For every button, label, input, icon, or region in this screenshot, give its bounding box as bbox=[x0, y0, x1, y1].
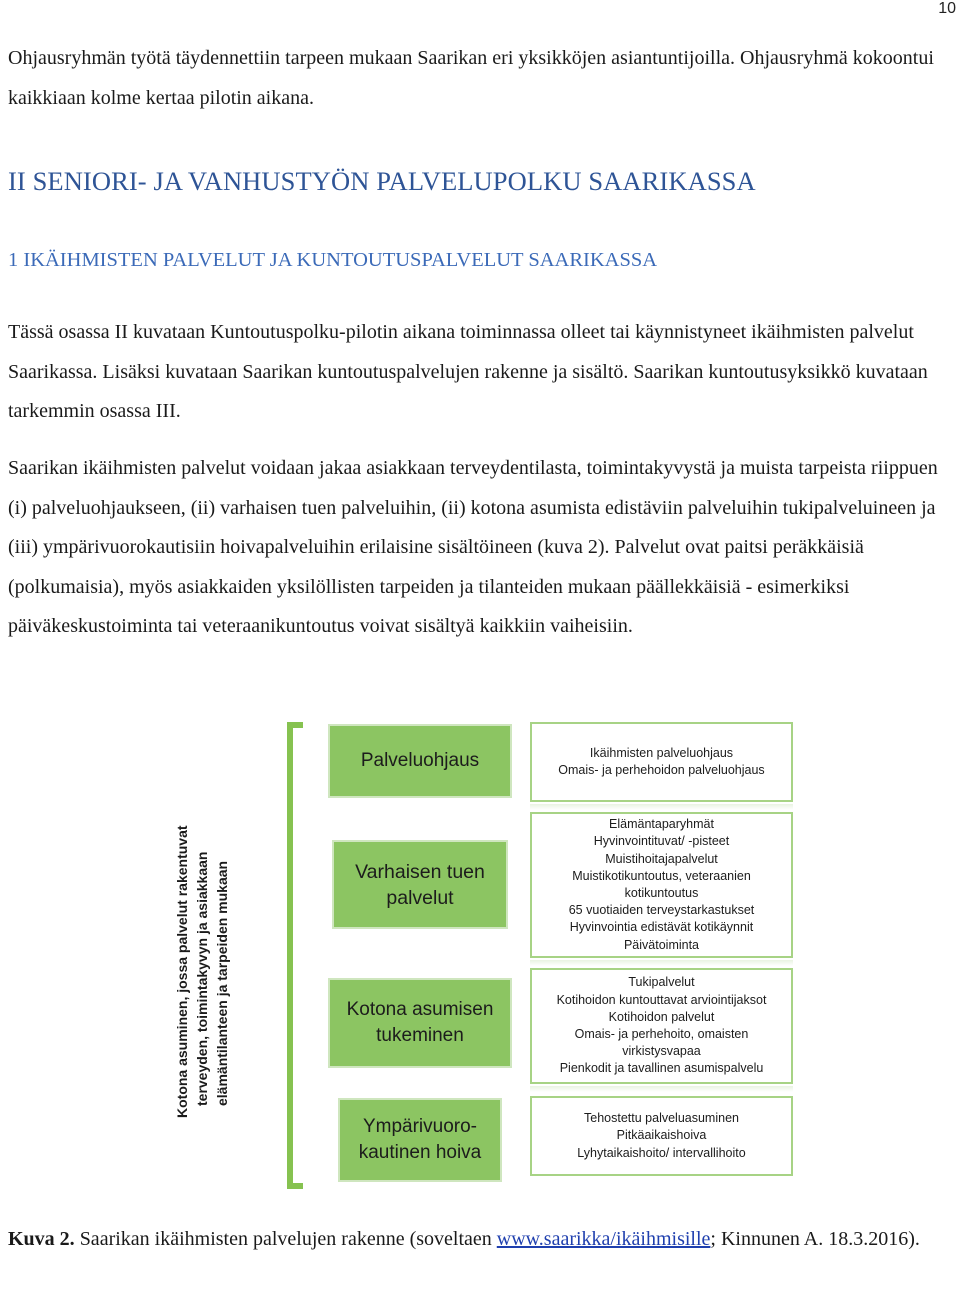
body-paragraph-1: Tässä osassa II kuvataan Kuntoutuspolku-pilotin aikana toiminnassa olleet tai käynnistyneet ikäihmisten palvelut Saarikassa. Lisäksi kuvataan Saarikan kuntoutuspalvelujen rakenne ja sisältö. Saarikan kuntoutusyksikkö kuvataan tarkemmin osassa III. bbox=[8, 321, 928, 422]
list-item: Omais- ja perhehoidon palveluohjaus bbox=[558, 763, 765, 777]
subsection-heading: 1 IKÄIHMISTEN PALVELUT JA KUNTOUTUSPALVELUT SAARIKASSA bbox=[8, 249, 658, 271]
list-item: Pienkodit ja tavallinen asumispalvelu bbox=[559, 1061, 764, 1076]
list-item: Lyhytaikaishoito/ intervallihoito bbox=[577, 1145, 746, 1160]
list-item: Ikäihmisten palveluohjaus bbox=[589, 745, 734, 760]
body-paragraph-2: Saarikan ikäihmisten palvelut voidaan jakaa asiakkaan terveydentilasta, toimintakyvystä ja muista tarpeista riippuen (i) palveluohjaukseen, (ii) varhaisen tuen palveluihin, (ii) kotona asumista edistäviin palveluihin tukipalveluineen ja (iii) ympärivuorokautisiin hoivapalveluihin erilaisine sisältöineen (kuva 2). Palvelut ovat paitsi peräkkäisiä (polkumaisia), myös asiakkaiden yksilöllisten tarpeiden ja tilanteiden mukaan päällekkäisiä - esimerkiksi päiväkeskustoiminta tai veteraanikuntoutus voivat sisältyä kaikkiin vaiheisiin. bbox=[8, 457, 938, 637]
stage-items-palveluohjaus bbox=[530, 722, 793, 802]
stage-box-kotona-asumisen bbox=[330, 980, 510, 1066]
list-item: Hyvinvointia edistävät kotikäynnit bbox=[569, 920, 754, 935]
vertical-label-line-1: Kotona asuminen, jossa palvelut rakentuvat bbox=[174, 825, 190, 1118]
figure-caption bbox=[8, 1220, 953, 1260]
timeline-bracket bbox=[287, 722, 303, 1189]
services-structure-figure bbox=[166, 716, 960, 1188]
stage-title: Palveluohjaus bbox=[360, 750, 480, 771]
list-item: Tehostettu palveluasuminen bbox=[584, 1111, 739, 1126]
vertical-label-line-3: elämäntilanteen ja tarpeiden mukaan bbox=[214, 860, 230, 1106]
stage-title: Kotona asumisen tukeminen bbox=[346, 999, 494, 1046]
vertical-label-line-2: terveyden, toimintakyvyn ja asiakkaan bbox=[194, 851, 210, 1106]
divider bbox=[530, 1086, 793, 1092]
list-item: virkistysvapaa bbox=[622, 1044, 701, 1059]
list-item: Omais- ja perhehoito, omaisten bbox=[574, 1027, 749, 1041]
list-item: Elämäntaparyhmät bbox=[609, 817, 714, 832]
divider bbox=[530, 960, 793, 966]
stage-title: Varhaisen tuen palvelut bbox=[355, 860, 485, 909]
list-item: Pitkäaikaishoiva bbox=[616, 1128, 707, 1143]
list-item: 65 vuotiaiden terveystarkastukset bbox=[568, 903, 755, 918]
caption-link[interactable]: www.saarikka/ikäihmisille bbox=[496, 1228, 711, 1250]
stage-box-varhaisen-tuen bbox=[334, 842, 506, 927]
list-item: Kotihoidon palvelut bbox=[608, 1009, 715, 1024]
page-number: 10 bbox=[938, 0, 956, 17]
list-item: Muistikotikuntoutus, veteraanien bbox=[572, 868, 751, 883]
stage-box-ymparivuorokautinen bbox=[340, 1100, 500, 1180]
stage-items-kotona-asumisen bbox=[530, 968, 793, 1084]
caption-label: Kuva 2. bbox=[8, 1228, 75, 1250]
stage-title: Ympärivuoro-kautinen hoiva bbox=[358, 1116, 482, 1163]
section-heading: II SENIORI- JA VANHUSTYÖN PALVELUPOLKU SAARIKASSA bbox=[8, 166, 756, 196]
list-item: Päivätoiminta bbox=[623, 937, 700, 952]
list-item: Kotihoidon kuntouttavat arviointijaksot bbox=[556, 992, 767, 1007]
list-item: Hyvinvointituvat/ -pisteet bbox=[593, 834, 730, 849]
list-item: kotikuntoutus bbox=[624, 886, 699, 900]
stage-box-palveluohjaus bbox=[330, 726, 510, 796]
divider bbox=[530, 804, 793, 810]
caption-text-end: ; Kinnunen A. 18.3.2016). bbox=[710, 1228, 920, 1250]
caption-text: Saarikan ikäihmisten palvelujen rakenne (soveltaen bbox=[79, 1228, 492, 1250]
list-item: Muistihoitajapalvelut bbox=[605, 851, 718, 866]
stage-items-ymparivuorokautinen bbox=[530, 1096, 793, 1176]
list-item: Tukipalvelut bbox=[628, 975, 695, 990]
stage-items-varhaisen-tuen bbox=[530, 812, 793, 958]
intro-paragraph: Ohjausryhmän työtä täydennettiin tarpeen mukaan Saarikan eri yksikköjen asiantuntijoilla. Ohjausryhmä kokoontui kaikkiaan kolme kertaa pilotin aikana. bbox=[8, 47, 934, 109]
